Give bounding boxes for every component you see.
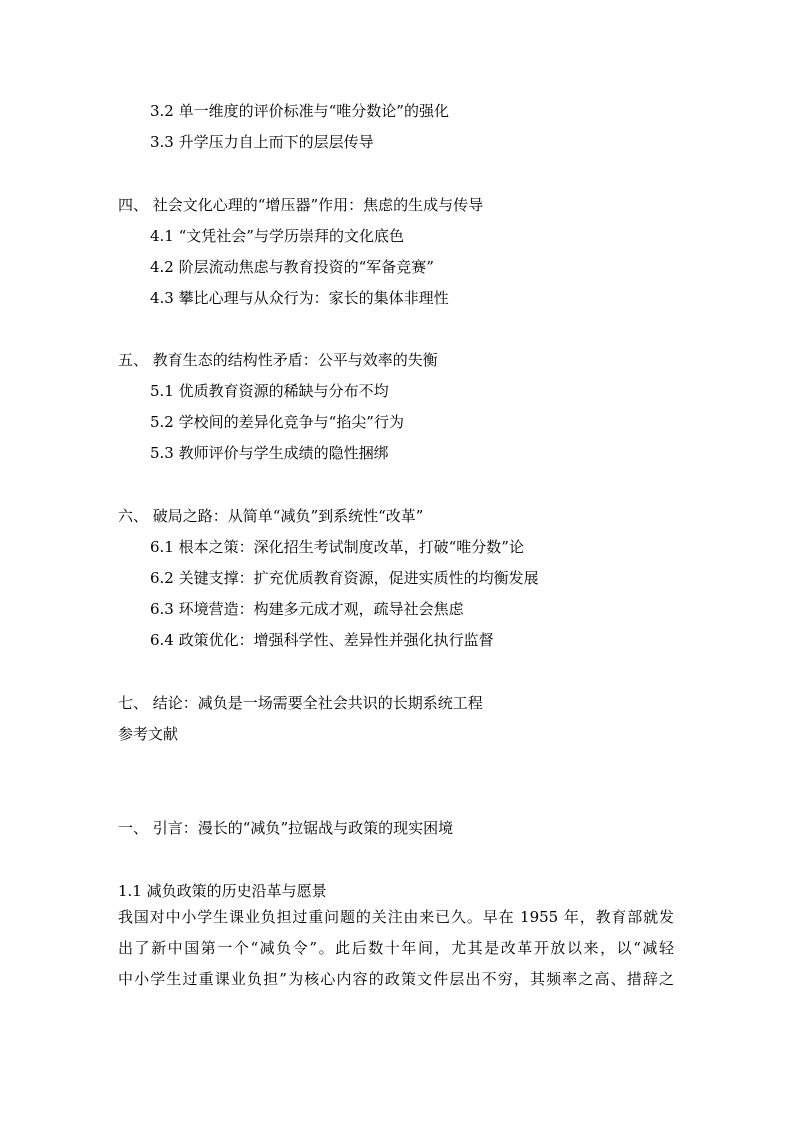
paragraph-line: 出了新中国第一个“减负令”。此后数十年间，尤其是改革开放以来，以“减轻 [118,939,674,957]
toc-heading-section-4: 四、 社会文化心理的“增压器”作用：焦虑的生成与传导 [118,196,484,214]
toc-item-6-1: 6.1 根本之策：深化招生考试制度改革，打破“唯分数”论 [150,538,524,556]
toc-heading-section-5: 五、 教育生态的结构性矛盾：公平与效率的失衡 [118,351,438,369]
toc-item-5-1: 5.1 优质教育资源的稀缺与分布不均 [150,382,389,400]
toc-item-6-2: 6.2 关键支撑：扩充优质教育资源，促进实质性的均衡发展 [150,569,539,587]
toc-item-5-2: 5.2 学校间的差异化竞争与“掐尖”行为 [150,413,404,431]
toc-heading-section-7: 七、 结论：减负是一场需要全社会共识的长期系统工程 [118,694,483,712]
toc-item-5-3: 5.3 教师评价与学生成绩的隐性捆绑 [150,444,389,462]
toc-item-4-3: 4.3 攀比心理与从众行为：家长的集体非理性 [150,289,449,307]
section-1-heading: 一、 引言：漫长的“减负”拉锯战与政策的现实困境 [118,819,454,837]
toc-heading-section-6: 六、 破局之路：从简单“减负”到系统性“改革” [118,507,424,525]
toc-item-3-3: 3.3 升学压力自上而下的层层传导 [150,133,374,151]
paragraph-line: 我国对中小学生课业负担过重问题的关注由来已久。早在 1955 年，教育部就发 [118,908,674,926]
body-paragraph [118,902,674,995]
toc-item-6-4: 6.4 政策优化：增强科学性、差异性并强化执行监督 [150,631,494,649]
toc-item-3-2: 3.2 单一维度的评价标准与“唯分数论”的强化 [150,102,449,120]
subsection-1-1-heading: 1.1 减负政策的历史沿革与愿景 [118,882,327,900]
paragraph-line: 中小学生过重课业负担”为核心内容的政策文件层出不穷，其频率之高、措辞之 [118,970,674,988]
toc-item-4-2: 4.2 阶层流动焦虑与教育投资的“军备竞赛” [150,258,434,276]
toc-references: 参考文献 [118,725,179,743]
toc-item-6-3: 6.3 环境营造：构建多元成才观，疏导社会焦虑 [150,600,464,618]
toc-item-4-1: 4.1 “文凭社会”与学历崇拜的文化底色 [150,227,404,245]
